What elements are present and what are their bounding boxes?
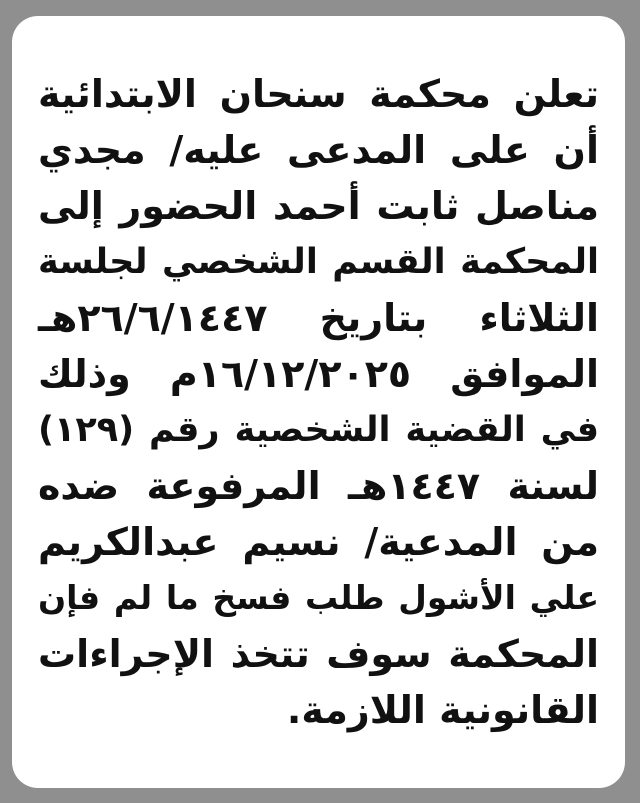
notice-line-10: علي الأشول طلب فسخ ما لم فإن bbox=[38, 578, 599, 617]
notice-line-2: أن على المدعى عليه/ مجدي bbox=[38, 128, 599, 172]
notice-line-5: الثلاثاء بتاريخ ٢٦/٦/١٤٤٧هـ bbox=[38, 296, 599, 340]
notice-line-11: المحكمة سوف تتخذ الإجراءات bbox=[38, 632, 599, 676]
notice-line-12: القانونية اللازمة. bbox=[286, 688, 599, 732]
notice-line-9: من المدعية/ نسيم عبدالكريم bbox=[38, 520, 599, 564]
notice-line-6: الموافق ١٦/١٢/٢٠٢٥م وذلك bbox=[38, 352, 599, 396]
court-notice-text bbox=[38, 66, 599, 738]
notice-line-8: لسنة ١٤٤٧هـ المرفوعة ضده bbox=[38, 464, 599, 508]
notice-line-7: في القضية الشخصية رقم (١٢٩) bbox=[38, 410, 599, 450]
court-notice-card bbox=[12, 16, 625, 788]
notice-line-1: تعلن محكمة سنحان الابتدائية bbox=[38, 72, 599, 116]
notice-line-4: المحكمة القسم الشخصي لجلسة bbox=[38, 242, 599, 282]
notice-line-3: مناصل ثابت أحمد الحضور إلى bbox=[38, 184, 599, 228]
